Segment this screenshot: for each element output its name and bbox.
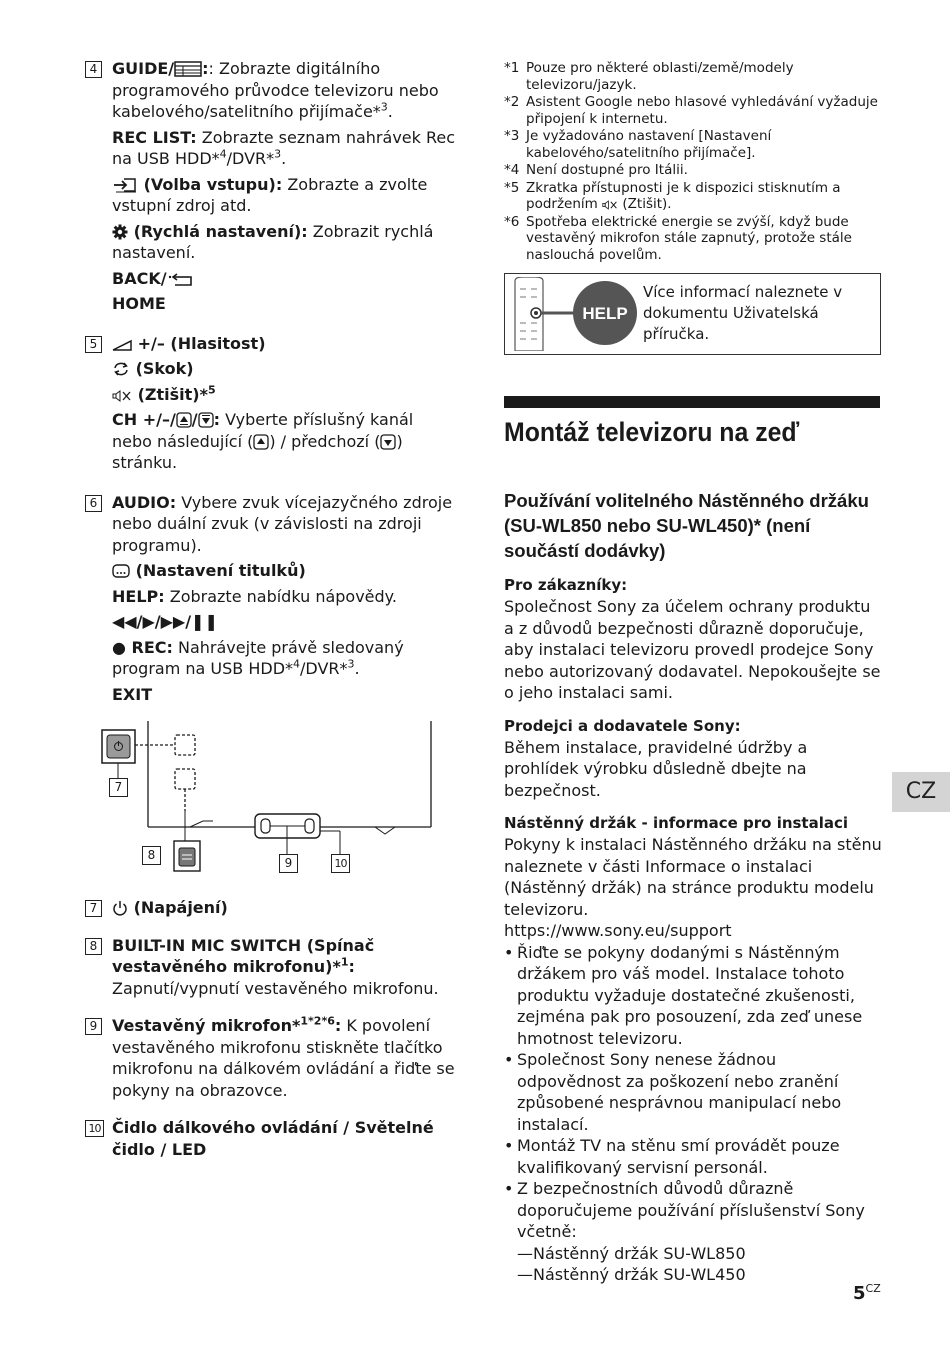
volume-icon	[112, 338, 132, 352]
page-number: $5^{CZ}$	[853, 1282, 881, 1304]
subsection-heading: Používání volitelného Nástěnného držáku (SU-WL850 nebo SU-WL450)* (není součástí dodávky)	[504, 490, 869, 561]
customers-title: Pro zákazníky:	[504, 576, 628, 594]
remote-help-icon	[509, 277, 639, 351]
dealers-text: Během instalace, pravidelné údržby a prohlídek výrobku důsledně dbejte na bezpečnost.	[504, 737, 808, 800]
input-select-icon	[112, 177, 138, 193]
footnote: *5 Zkratka přístupnosti je k dispozici stisknutím a podržením (Ztišit).	[504, 179, 841, 212]
callout-9: 9	[279, 854, 298, 873]
dealers-title: Prodejci a dodavatele Sony:	[504, 716, 741, 735]
language-tab: CZ	[892, 772, 950, 812]
guide-text: : Zobrazte digitálního programového průvodce televizoru nebo kabelového/satelitního přijímače*	[112, 59, 439, 121]
help-badge: HELP	[582, 304, 628, 323]
left-column	[85, 58, 455, 1176]
dash-item: —Nástěnný držák SU-WL850	[517, 1243, 746, 1263]
callout-8: 8	[142, 846, 161, 865]
page-down-icon	[198, 412, 214, 428]
tv-illustration	[85, 721, 435, 881]
page-up-icon	[253, 434, 269, 450]
subtitle-icon	[112, 563, 130, 579]
footnote: *4 Není dostupné pro Itálii.	[504, 162, 688, 178]
bracket-text: Pokyny k instalaci Nástěnného držáku na stěnu naleznete v části Informace o instalaci (Nástěnný držák) na stránce produktu modelu televizoru.	[504, 835, 882, 919]
gear-icon	[112, 224, 128, 240]
item-9: 9 Vestavěný mikrofon*$^{1*2*6}$: K povolení vestavěného mikrofonu stiskněte tlačítko mikrofonu na dálkovém ovládání a řiďte se pokyny na obrazovce.	[85, 1015, 455, 1101]
page-up-icon	[176, 412, 192, 428]
footnote: *1 Pouze pro některé oblasti/země/modely televizoru/jazyk.	[504, 60, 794, 93]
footnote: *2 Asistent Google nebo hlasové vyhledávání vyžaduje připojení k internetu.	[504, 94, 878, 127]
callout-10: 10	[331, 854, 350, 873]
section-bar	[504, 396, 880, 408]
help-text: Více informací naleznete v dokumentu Uživatelská příručka.	[643, 283, 843, 343]
footnote: *6 Spotřeba elektrické energie se zvýší, když bude vestavěný mikrofon stále zapnutý, protože stále naslouchá povelům.	[504, 213, 852, 263]
footnote: *3 Je vyžadováno nastavení [Nastavení kabelového/satelitního přijímače].	[504, 128, 772, 161]
bullet-item: • Společnost Sony nenese žádnou odpovědnost za poškození nebo zranění způsobené nesprávnou manipulací nebo instalací.	[504, 1050, 842, 1134]
dash-item: —Nástěnný držák SU-WL450	[517, 1265, 746, 1284]
back-arrow-icon	[167, 273, 193, 287]
bullet-item: • Řiďte se pokyny dodanými s Nástěnným držákem pro váš model. Instalace tohoto produktu vyžaduje dostatečné zkušenosti, zejména pak pro posouzení, zda zeď unese hmotnost televizoru.	[504, 942, 863, 1048]
section-heading: Montáž televizoru na zeď	[504, 417, 800, 447]
power-icon	[112, 900, 128, 916]
guide-label: GUIDE/	[112, 59, 175, 78]
footnotes	[504, 60, 882, 263]
item-5: 5 +/– (Hlasitost) (Skok) (Ztišit)*$^5$ CH +/–/ / : Vyberte příslušný kanál nebo následující ( ) / předchozí ( ) stránku.	[85, 333, 455, 474]
support-url: https://www.sony.eu/support	[504, 921, 732, 940]
mute-icon	[602, 199, 618, 211]
help-box	[504, 273, 881, 355]
bullet-item: • Montáž TV na stěnu smí provádět pouze kvalifikovaný servisní personál.	[504, 1136, 840, 1177]
back-label: BACK/	[112, 268, 167, 288]
customers-text: Společnost Sony za účelem ochrany produktu a z důvodů bezpečnosti důrazně doporučuje, aby instalaci televizoru provedl prodejce Sony nebo autorizovaný dodavatel. Nepokoušejte se o jeho instalaci sami.	[504, 597, 881, 702]
tv-diagram	[85, 721, 435, 881]
reclist-label: REC LIST:	[112, 127, 197, 147]
item-7: 7 (Napájení)	[85, 897, 455, 919]
transport-controls: ◀◀/▶/▶▶/❚❚	[112, 612, 218, 631]
item-number: 4	[85, 61, 102, 78]
item-10: 10 Čidlo dálkového ovládání / Světelné čidlo / LED	[85, 1117, 455, 1160]
item-8: 8 BUILT-IN MIC SWITCH (Spínač vestavěného mikrofonu)*$^1$: Zapnutí/vypnutí vestavěného mikrofonu.	[85, 935, 455, 1000]
jump-icon	[112, 361, 130, 377]
home-label: HOME	[112, 294, 166, 313]
page-down-icon	[380, 434, 396, 450]
item-6: 6 AUDIO: Vybere zvuk vícejazyčného zdroje nebo duální zvuk (v závislosti na zdroji programu). (Nastavení titulků) HELP: Zobrazte nabídku nápovědy. ◀◀/▶/▶▶/❚❚ ● REC: Nahrávejte právě sledovaný program na USB HDD*$^4$/DVR*$^3$. EXIT	[85, 492, 455, 706]
bracket-title: Nástěnný držák - informace pro instalaci	[504, 814, 849, 832]
item-4: 4 GUIDE/ :: Zobrazte digitálního programového průvodce televizoru nebo kabelového/satelitního přijímače*$^3$. REC LIST: Zobrazte seznam nahrávek Rec na USB HDD*$^4$/DVR*$^3$. (Volba vstupu): Zobrazte a zvolte vstupní zdroj atd. (Rychlá nastavení): Zobrazit rychlá nastavení. BACK/ HOME	[85, 58, 455, 315]
right-column	[504, 60, 882, 1286]
mute-icon	[112, 389, 132, 403]
callout-7: 7	[109, 778, 128, 797]
guide-icon	[174, 61, 202, 77]
bullet-item: • Z bezpečnostních důvodů důrazně doporučujeme používání příslušenství Sony včetně:	[504, 1179, 865, 1241]
